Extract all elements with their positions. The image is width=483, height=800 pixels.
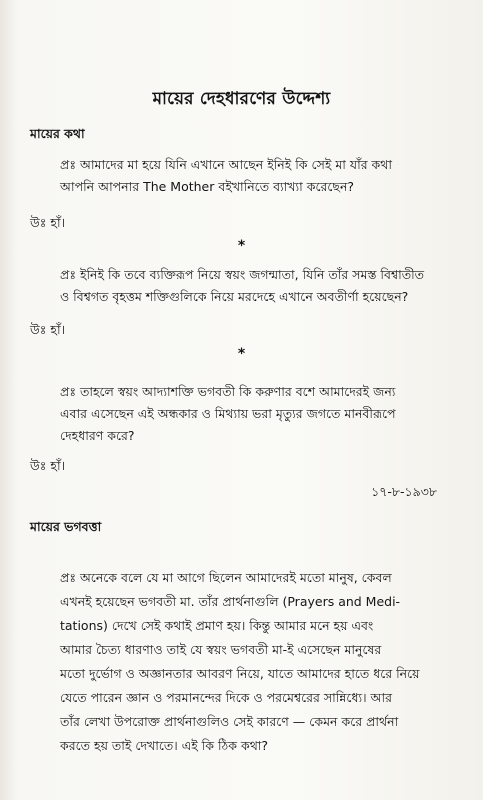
section-heading-mother-words: মায়ের কথা — [30, 126, 85, 141]
separator-star: * — [237, 346, 246, 362]
question-line: এবার এসেছেন এই অন্ধকার ও মিথ্যায় ভরা মৃত্যুর জগতে মানবীরূপে — [60, 406, 396, 421]
paragraph-line: আমার চৈত্য ধারণাও তাই যে স্বয়ং ভগবতী মা-ই এসেছেন মানুষের — [60, 642, 382, 657]
question-2 — [60, 264, 456, 308]
date-stamp: ১৭-৮-১৯৩৮ — [371, 484, 437, 499]
question-line: দেহধারণ করে? — [60, 428, 135, 443]
question-line: ও বিশ্বগত বৃহত্তম শক্তিগুলিকে নিয়ে মরদেহে এখানে অবতীর্ণা হয়েছেন? — [60, 289, 409, 304]
separator-star: * — [237, 238, 246, 254]
paragraph-line: মতো দুর্ভোগ ও অজ্ঞানতার আবরণ নিয়ে, যাতে আমাদের হাতে ধরে নিয়ে — [60, 666, 420, 681]
paragraph-line: এখনই হয়েছেন ভগবতী মা. তাঁর প্রার্থনাগুলি (Prayers and Medi- — [60, 594, 401, 609]
section-heading-mother-divinity: মায়ের ভগবত্তা — [30, 519, 102, 534]
paragraph-line: প্রঃ অনেকে বলে যে মা আগে ছিলেন আমাদেরই মতো মানুষ, কেবল — [60, 570, 392, 585]
answer-3: উঃ হাঁ। — [30, 458, 66, 473]
question-line: প্রঃ তাহলে স্বয়ং আদ্যাশক্তি ভগবতী কি করুণার বশে আমাদেরই জন্য — [60, 384, 396, 399]
answer-1: উঃ হাঁ। — [30, 215, 66, 230]
paragraph-line: যেতে পারেন জ্ঞান ও পরমানন্দের দিকে ও পরমেশ্বরের সান্নিধ্যে। আর — [60, 690, 392, 705]
answer-2: উঃ হাঁ। — [30, 322, 66, 337]
question-line: প্রঃ আমাদের মা হয়ে যিনি এখানে আছেন ইনিই কি সেই মা যাঁর কথা — [60, 157, 393, 172]
question-3 — [60, 381, 456, 447]
question-1 — [60, 154, 456, 198]
question-paragraph — [60, 566, 460, 758]
question-line: প্রঃ ইনিই কি তবে ব্যক্তিরূপ নিয়ে স্বয়ং জগন্মাতা, যিনি তাঁর সমস্ত বিশ্বাতীত — [60, 267, 425, 282]
chapter-title: মায়ের দেহধারণের উদ্দেশ্য — [152, 89, 331, 109]
question-line: আপনি আপনার The Mother বইখানিতে ব্যাখ্যা করেছেন? — [60, 179, 355, 194]
paragraph-line: তাঁর লেখা উপরোক্ত প্রার্থনাগুলিও সেই কারণে — কেমন করে প্রার্থনা — [60, 714, 399, 729]
paragraph-line: tations) দেখে সেই কথাই প্রমাণ হয়। কিন্তু আমার মনে হয় এবং — [60, 618, 374, 633]
paragraph-line: করতে হয় তাই দেখাতে। এই কি ঠিক কথা? — [60, 738, 269, 753]
